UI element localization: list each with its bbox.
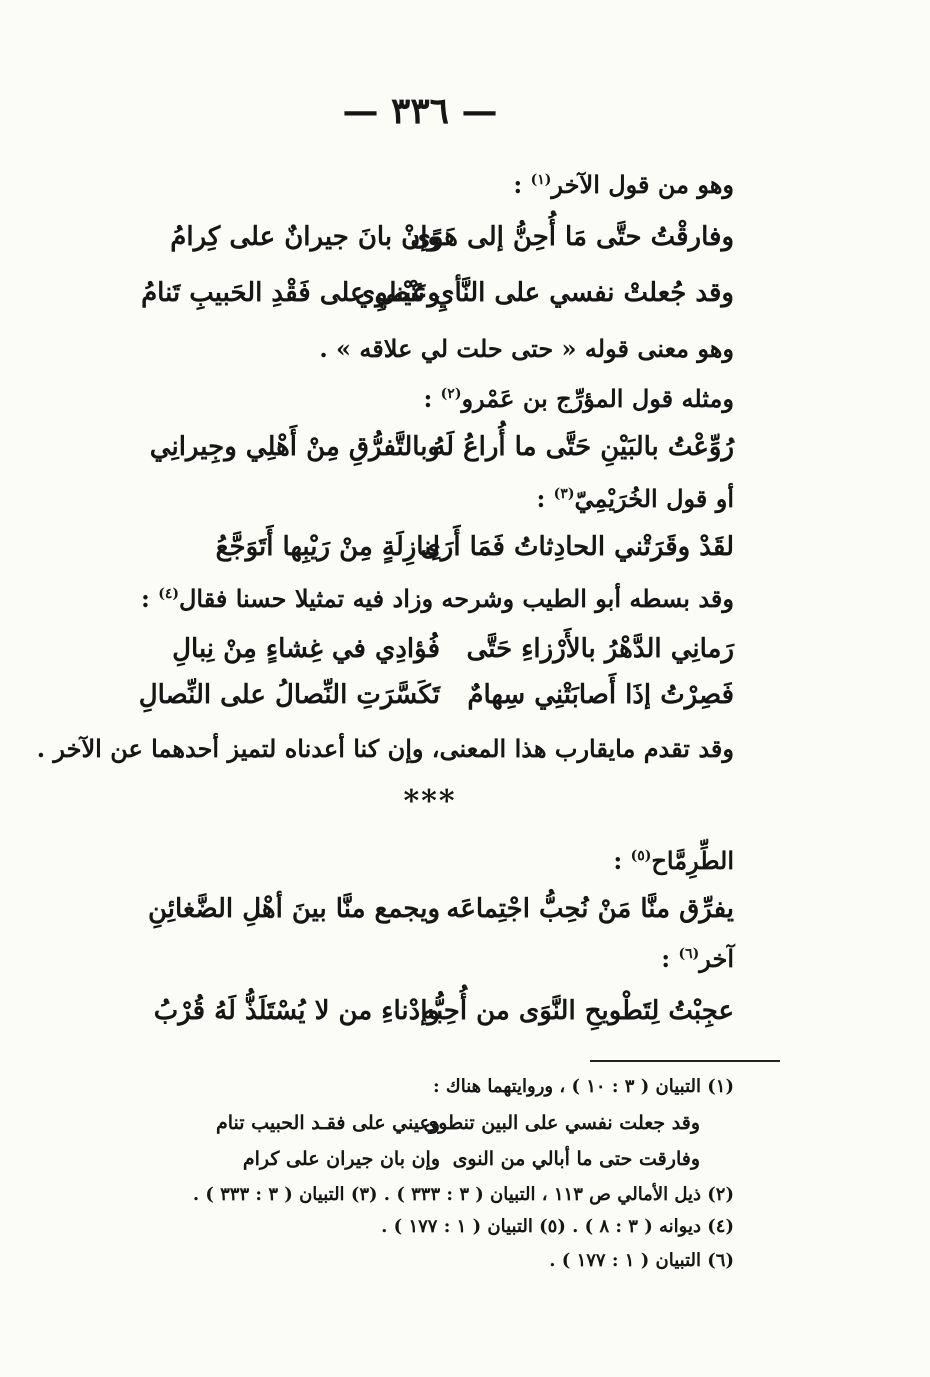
footnote-4-5: (٤) ديوانه ( ٣ : ٨ ) . (٥) التبيان ( ١ : ١٧٧ ) . [381,1216,734,1237]
verse-4-first-hemistich: لقَدْ وقَرَتْني الحادِثاتُ فَمَا أَرَى [420,532,734,562]
verse-2-second-hemistich: وعَيْني على فَقْدِ الحَبيبِ تَنامُ [141,278,440,308]
footnote-1-verse-1-first: وقد جعلت نفسي على البين تنطوي [423,1112,700,1134]
verse-5-first-hemistich: رَمانِي الدَّهْرُ بالأَرْزاءِ حَتَّى [466,634,734,664]
footnote-1-verse-2-second: وإن بان جيران على كرام [242,1148,440,1170]
intro-line-1-end: : [513,170,531,199]
intro-line-4 [141,584,734,613]
footnote-1-verse-1-second: وعيني على فقـد الحبيب تنام [215,1112,440,1134]
intro-line-6 [661,944,734,973]
verse-5-second-hemistich: فُؤادِي في غِشاءٍ مِنْ نِبالِ [172,634,440,664]
intro-line-6-end: : [661,944,679,973]
intro-line-3 [536,484,734,513]
verse-3-second-hemistich: وبالتَّفرُّقِ مِنْ أَهْلِي وجِيرانِي [149,432,440,462]
verse-8-second-hemistich: وإدْناءِ من لا يُسْتَلَذُّ لَهُ قُرْبُ [153,996,440,1026]
footnote-ref-2: (٢) [440,386,462,402]
intro-line-6-text: آخر [699,944,734,973]
intro-line-4-end: : [140,584,159,613]
footnote-ref-5: (٥) [630,848,652,864]
intro-line-5-text: الطِّرِمَّاح [651,846,734,875]
footnote-2-3: (٢) ذيل الأمالي ص ١١٣ ، التبيان ( ٣ : ٣٣٣ ) . (٣) التبيان ( ٣ : ٣٣٣ ) . [192,1184,734,1205]
page-number: — ٣٣٦ — [342,90,498,132]
footnote-ref-3: (٣) [553,486,575,502]
intro-line-5-end: : [613,846,631,875]
footnote-ref-6: (٦) [678,946,700,962]
verse-1-second-hemistich: وإنْ بانَ جيرانٌ على كِرامُ [170,222,440,252]
verse-6-first-hemistich: فَصِرْتُ إذَا أَصابَتْنِي سِهامٌ [467,680,734,710]
verse-7-first-hemistich: يفرِّق منَّا مَنْ نُحِبُّ اجْتِماعَه [446,894,734,924]
intro-line-2 [423,384,734,413]
intro-line-2-end: : [423,384,441,413]
comment-line: وقد تقدم مايقارب هذا المعنى، وإن كنا أعدناه لتميز أحدهما عن الآخر . [36,734,734,763]
verse-6-second-hemistich: تَكَسَّرَتِ النِّصالُ على النِّصالِ [138,680,440,710]
verse-3-first-hemistich: رُوِّعْتُ بالبَيْنِ حَتَّى ما أُراعُ لَهُ [432,432,734,462]
intro-line-3-end: : [536,484,554,513]
intro-line-5 [613,846,734,875]
intro-line-2-text: ومثله قول المؤرِّج بن عَمْرو [461,384,734,413]
footnote-1-verse-2-first: وفارقت حتى ما أبالي من النوى [452,1148,700,1170]
intro-line-4-text: وقد بسطه أبو الطيب وشرحه وزاد فيه تمثيلا حسنا فقال [178,584,734,613]
footnote-ref-4: (٤) [158,586,179,602]
intro-line-1 [513,170,734,199]
intro-line-3-text: أو قول الخُرَيْمِيّ [574,484,734,513]
footnote-6: (٦) التبيان ( ١ : ١٧٧ ) . [549,1250,734,1271]
footnote-separator [590,1060,780,1062]
intro-line-1-text: وهو من قول الآخر [551,170,734,199]
verse-8-first-hemistich: عجِبْتُ لِتَطْويحِ النَّوَى من أُحِبُّه [422,996,734,1026]
section-divider-stars: *** [403,784,457,819]
footnote-1: (١) التبيان ( ٣ : ١٠ ) ، وروايتهما هناك : [433,1076,734,1097]
explanation-line: وهو معنى قوله « حتى حلت لي علاقه » . [319,334,734,363]
verse-4-second-hemistich: لِنازِلَةٍ مِنْ رَيْبِها أَتَوَجَّعُ [215,532,440,562]
verse-7-second-hemistich: ويجمع منَّا بينَ أهْلِ الضَّغائِنِ [147,894,440,924]
verse-2-first-hemistich: وقد جُعلتْ نفسي على النَّأيِ تَنْطوِي [354,278,734,308]
footnote-ref-1: (١) [530,172,552,188]
verse-1-first-hemistich: وفارقْتُ حتَّى مَا أُحِنُّ إلى هَوًى [410,222,734,252]
